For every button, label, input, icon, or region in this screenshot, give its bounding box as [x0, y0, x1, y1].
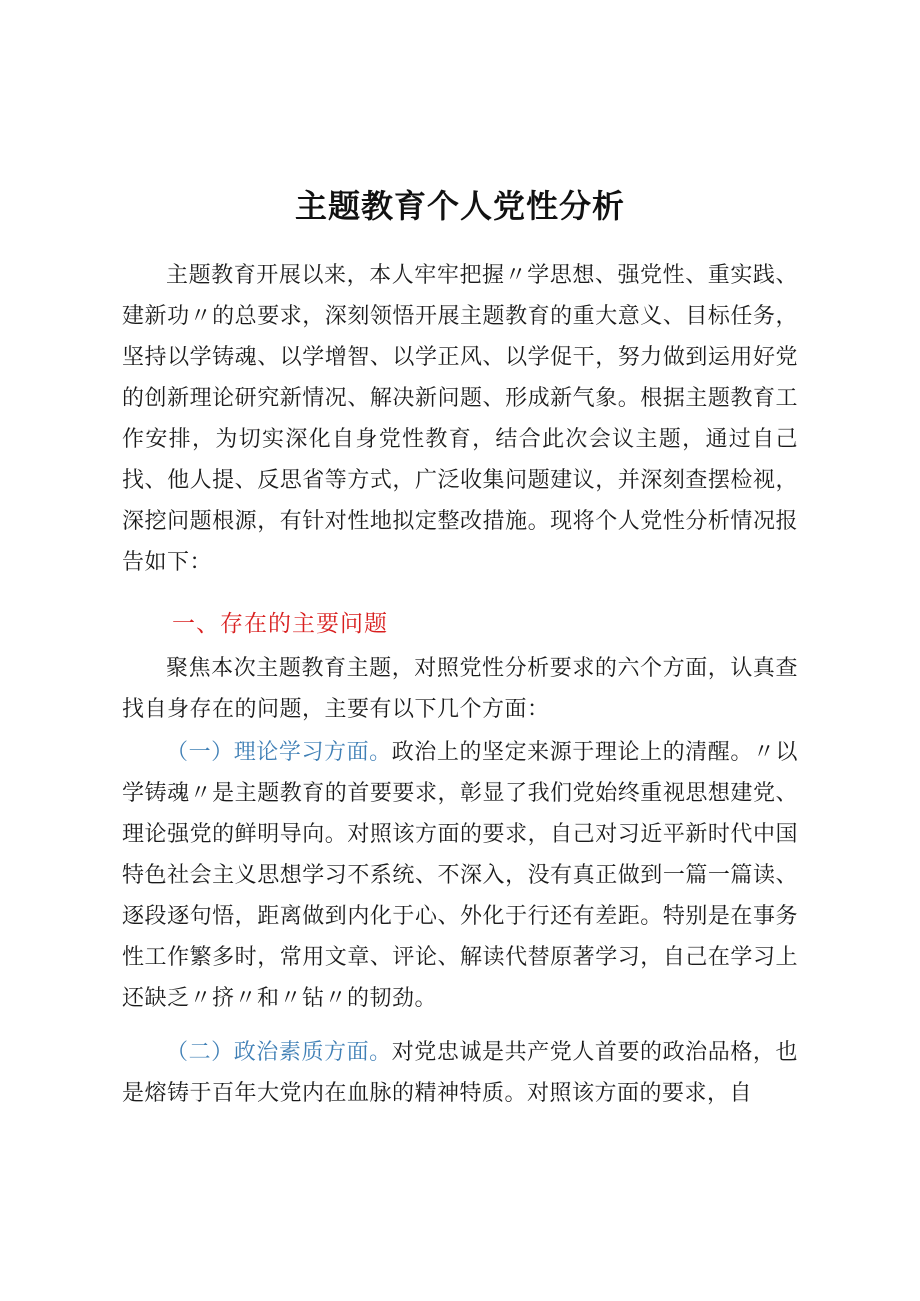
intro-paragraph: 主题教育开展以来，本人牢牢把握〃学思想、强党性、重实践、建新功〃的总要求，深刻领悟开展主题教育的重大意义、目标任务，坚持以学铸魂、以学增智、以学正风、以学促干，努力做到运用好党的创新理论研究新情况、解决新问题、形成新气象。根据主题教育工作安排，为切实深化自身党性教育，结合此次会议主题，通过自己找、他人提、反思省等方式，广泛收集问题建议，并深刻查摆检视，深挖问题根源，有针对性地拟定整改措施。现将个人党性分析情况报告如下： [122, 263, 798, 575]
item-political-quality-text: 对党忠诚是共产党人首要的政治品格，也是熔铸于百年大党内在血脉的精神特质。对照该方面的要求，自 [122, 1040, 798, 1106]
item-political-quality-label: （二）政治素质方面。 [166, 1040, 392, 1065]
item-theory-study [122, 732, 798, 1019]
item-theory-study-text: 政治上的坚定来源于理论上的清醒。〃以学铸魂〃是主题教育的首要要求，彰显了我们党始终重视思想建党、理论强党的鲜明导向。对照该方面的要求，自己对习近平新时代中国特色社会主义思想学习不系统、不深入，没有真正做到一篇一篇读、逐段逐句悟，距离做到内化于心、外化于行还有差距。特别是在事务性工作繁多时，常用文章、评论、解读代替原著学习，自己在学习上还缺乏〃挤〃和〃钻〃的韧劲。 [122, 740, 798, 1011]
item-political-quality [122, 1032, 798, 1114]
item-theory-study-label: （一）理论学习方面。 [166, 740, 392, 765]
document-title: 主题教育个人党性分析 [294, 187, 625, 225]
section-heading: 一、存在的主要问题 [172, 611, 388, 637]
section-intro-paragraph: 聚焦本次主题教育主题，对照党性分析要求的六个方面，认真查找自身存在的问题，主要有以下几个方面： [122, 656, 798, 722]
